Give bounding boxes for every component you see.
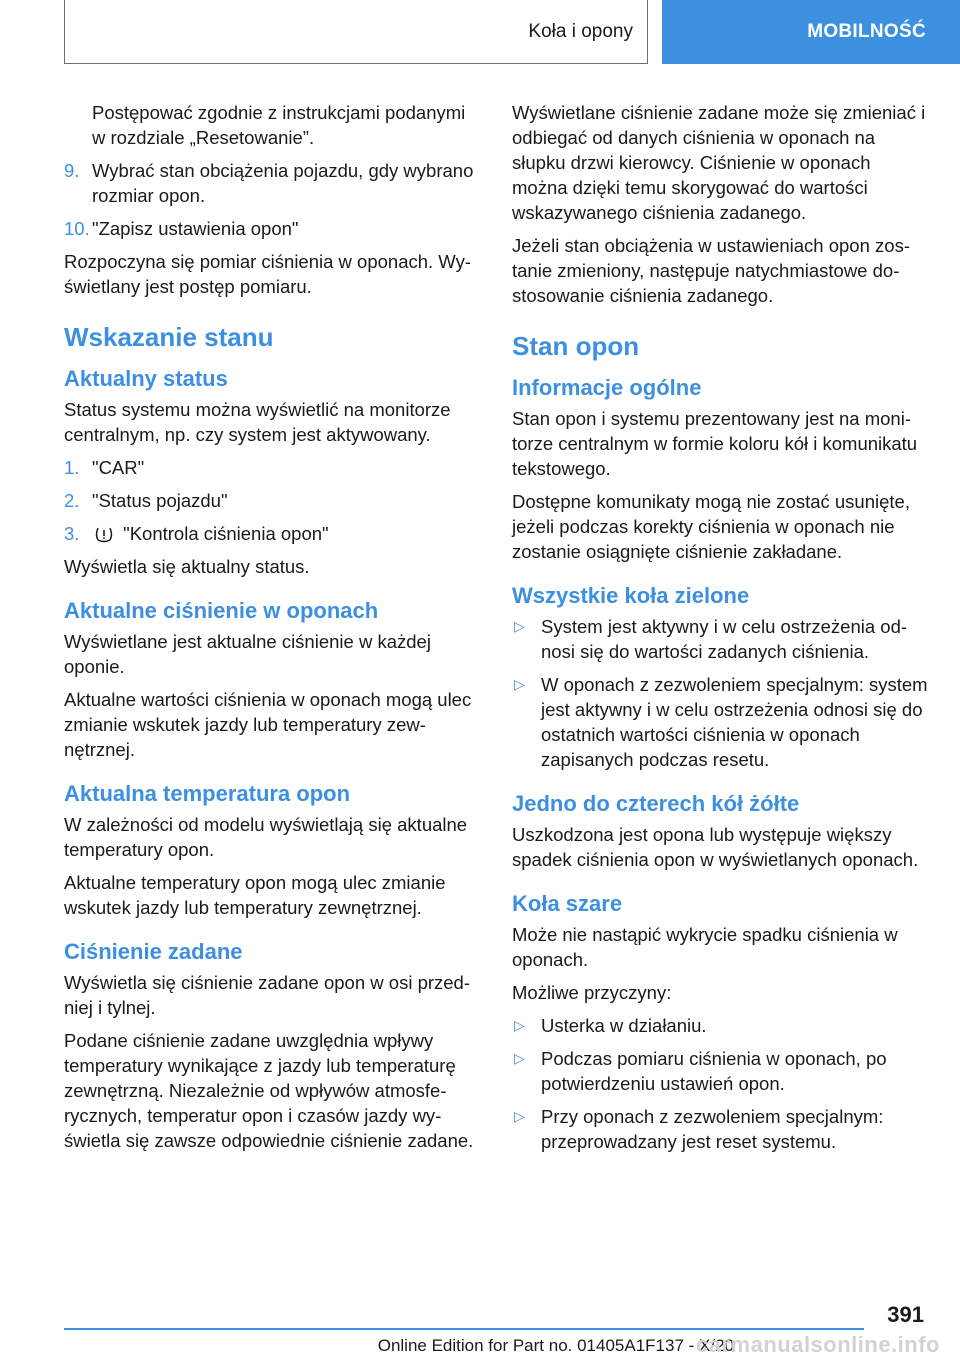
heading-wheels-grey: Koła szare: [512, 891, 623, 916]
paragraph: Dostępne komunikaty mogą nie zostać usunięte, jeżeli podczas korekty ciśnienia w oponach nie zostanie osiągnięte ciśnienie zakładane.: [512, 491, 910, 562]
heading-wheels-yellow: Jedno do czterech kół żółte: [512, 791, 800, 816]
heading-all-wheels-green: Wszystkie koła zielone: [512, 583, 750, 608]
status-step-3: [64, 521, 482, 546]
paragraph: Aktualne wartości ciśnienia w oponach mogą ulec zmianie wskutek jazdy lub temperatury zewnętrznej.: [64, 689, 472, 760]
triangle-right-icon: ▷: [514, 1108, 525, 1124]
triangle-right-icon: ▷: [514, 1017, 525, 1033]
footer-divider: [64, 1328, 864, 1330]
paragraph: Rozpoczyna się pomiar ciśnienia w oponach. Wyświetlany jest postęp pomiaru.: [64, 251, 472, 297]
watermark: carmanualsonline.info: [696, 1332, 940, 1357]
section-title: Koła i opony: [528, 20, 633, 42]
step-9: [64, 158, 482, 208]
list-item: [512, 1104, 928, 1154]
paragraph: W zależności od modelu wyświetlają się aktualne temperatury opon.: [64, 814, 468, 860]
paragraph: Może nie nastąpić wykrycie spadku ciśnienia w oponach.: [512, 924, 898, 970]
list-item-text: Usterka w działaniu.: [541, 1015, 707, 1036]
page-number: 391: [887, 1302, 924, 1327]
heading-current-pressure: Aktualne ciśnienie w oponach: [64, 598, 379, 623]
step-text: "Kontrola ciśnienia opon": [123, 523, 329, 544]
list-item: [512, 1046, 928, 1096]
paragraph: Wyświetla się aktualny status.: [64, 556, 310, 577]
paragraph: Wyświetlane jest aktualne ciśnienie w każdej oponie.: [64, 631, 431, 677]
step-number: 1.: [64, 457, 80, 478]
step-number: 3.: [64, 523, 80, 544]
paragraph: Możliwe przyczyny:: [512, 982, 672, 1003]
list-item-text: Podczas pomiaru ciśnienia w oponach, po potwierdzeniu ustawień opon.: [541, 1048, 887, 1094]
list-item-text: System jest aktywny i w celu ostrzeżenia odnosi się do wartości zadanych ciśnienia.: [541, 616, 908, 662]
list-item-text: W oponach z zezwoleniem specjalnym: system jest aktywny i w celu ostrzeżenia odnosi się do ostatnich wartości ciśnienia w oponach zapisanych podczas resetu.: [541, 674, 928, 770]
step-number: 2.: [64, 490, 80, 511]
header-category-tab[interactable]: [662, 0, 960, 64]
step-10: [64, 216, 482, 241]
list-item-text: Przy oponach z zezwoleniem specjalnym: przeprowadzany jest reset systemu.: [541, 1106, 884, 1152]
category-title: MOBILNOŚĆ: [807, 21, 926, 42]
heading-general-info: Informacje ogólne: [512, 375, 702, 400]
paragraph: Wyświetla się ciśnienie zadane opon w osi przedniej i tylnej.: [64, 972, 471, 1018]
triangle-right-icon: ▷: [514, 1050, 525, 1066]
heading-tyre-temperature: Aktualna temperatura opon: [64, 781, 351, 806]
triangle-right-icon: ▷: [514, 676, 525, 692]
heading-target-pressure: Ciśnienie zadane: [64, 939, 243, 964]
step-number: 10.: [64, 218, 90, 239]
paragraph: Wyświetlane ciśnienie zadane może się zmieniać i odbiegać od danych ciśnienia w oponach na słupku drzwi kierowcy. Ciśnienie w oponach można dzięki temu skorygować do wartości wskazywanego ciśnienia zadanego.: [512, 102, 926, 223]
step-text: "CAR": [92, 457, 145, 478]
status-step-2: [64, 488, 482, 513]
list-item: [512, 1013, 928, 1038]
paragraph: Aktualne temperatury opon mogą ulec zmianie wskutek jazdy lub temperatury zewnętrznej.: [64, 872, 446, 918]
tyre-pressure-warning-icon: [94, 526, 114, 544]
paragraph: Jeżeli stan obciążenia w ustawieniach opon zostanie zmieniony, następuje natychmiastowe dostosowanie ciśnienia zadanego.: [512, 235, 910, 306]
paragraph: Status systemu można wyświetlić na monitorze centralnym, np. czy system jest aktywowany.: [64, 399, 451, 445]
status-step-1: [64, 455, 482, 480]
step-number: 9.: [64, 160, 80, 181]
triangle-right-icon: ▷: [514, 618, 525, 634]
right-column: [512, 100, 928, 1162]
paragraph: Podane ciśnienie zadane uwzględnia wpływy temperatury wynikające z jazdy lub temperaturę zewnętrzną. Niezależnie od wpływów atmosferycznych, temperatur opon i czasów jazdy wyświetla się zawsze odpowiednie ciśnienie zadane.: [64, 1030, 474, 1151]
edition-info: Online Edition for Part no. 01405A1F137 - X/20: [377, 1336, 734, 1355]
step-text: Wybrać stan obciążenia pojazdu, gdy wybrano rozmiar opon.: [92, 160, 474, 206]
paragraph: Uszkodzona jest opona lub występuje większy spadek ciśnienia opon w wyświetlanych oponach.: [512, 824, 919, 870]
heading-current-status: Aktualny status: [64, 366, 228, 391]
paragraph: Stan opon i systemu prezentowany jest na monitorze centralnym w formie koloru kół i komunikatu tekstowego.: [512, 408, 918, 479]
heading-tyre-condition: Stan opon: [512, 331, 640, 361]
step-continuation: Postępować zgodnie z instrukcjami podanymi w rozdziale „Resetowanie”.: [92, 102, 466, 148]
step-text: "Status pojazdu": [92, 490, 228, 511]
heading-status-display: Wskazanie stanu: [64, 322, 274, 352]
header-section-title: [64, 0, 648, 64]
list-item: [512, 614, 928, 664]
step-text: "Zapisz ustawienia opon": [92, 218, 299, 239]
left-column: [64, 100, 482, 1161]
list-item: [512, 672, 928, 772]
